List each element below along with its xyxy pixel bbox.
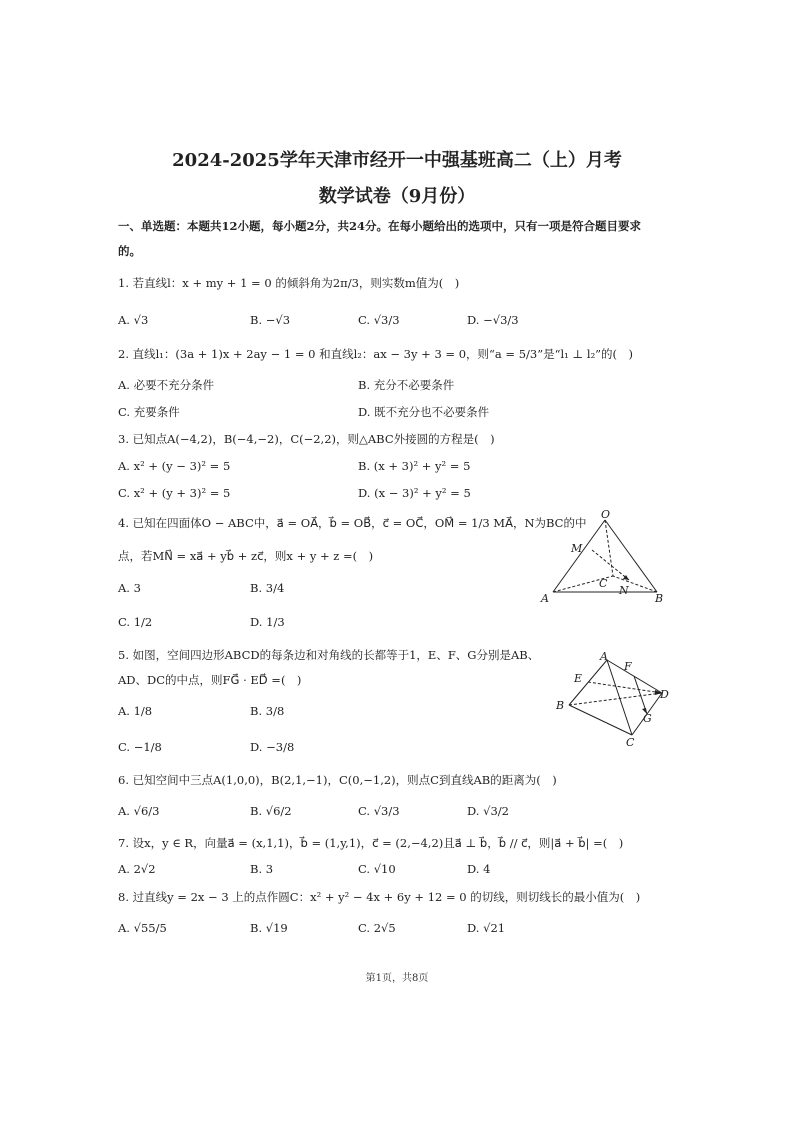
question-4-stem-cont: 点，若MN⃗ = xa⃗ + yb⃗ + zc⃗，则x + y + z =( ) (118, 549, 374, 563)
page-footer: 第1页，共8页 (365, 973, 429, 984)
question-5-stem-cont: AD、DC的中点，则FG⃗ · ED⃗ =( ) (118, 673, 302, 687)
label-g: G (643, 712, 652, 725)
question-3-stem: 3. 已知点A(−4,2)，B(−4,−2)，C(−2,2)，则△ABC外接圆的方程是( ) (118, 432, 495, 446)
question-1-stem: 1. 若直线l：x + my + 1 = 0 的倾斜角为2π/3，则实数m值为( ) (118, 276, 460, 290)
page-title: 2024-2025学年天津市经开一中强基班高二（上）月考 (172, 150, 622, 171)
question-2-stem: 2. 直线l₁：(3a + 1)x + 2ay − 1 = 0 和直线l₂：ax − 3y + 3 = 0，则“a = 5/3”是“l₁ ⊥ l₂”的( ) (118, 347, 634, 361)
label-f: F (624, 660, 632, 673)
question-3-option-c: C. x² + (y + 3)² = 5 (118, 486, 231, 500)
label-b: B (655, 592, 664, 605)
question-8-option-b: B. √19 (250, 921, 288, 935)
question-4-stem: 4. 已知在四面体O − ABC中，a⃗ = OA⃗，b⃗ = OB⃗，c⃗ = OC⃗，OM⃗ = 1/3 MA⃗，N为BC的中 (118, 516, 587, 530)
tetrahedron-figure-q4 (535, 508, 675, 608)
question-4-option-d: D. 1/3 (250, 615, 285, 629)
question-7-option-c: C. √10 (358, 862, 396, 876)
question-7-stem: 7. 设x，y ∈ R，向量a⃗ = (x,1,1)，b⃗ = (1,y,1)，c⃗ = (2,−4,2)且a⃗ ⊥ b⃗，b⃗ // c⃗，则|a⃗ + b⃗| =( ) (118, 836, 624, 850)
question-4-option-a: A. 3 (118, 581, 141, 595)
label-e: E (574, 672, 583, 685)
question-5-option-b: B. 3/8 (250, 704, 285, 718)
question-2-option-c: C. 充要条件 (118, 405, 180, 419)
label-a: A (600, 650, 608, 663)
question-1-option-c: C. √3/3 (358, 313, 400, 327)
section-heading: 一、单选题：本题共12小题，每小题2分，共24分。在每小题给出的选项中，只有一项是符合题目要求 (118, 219, 642, 233)
page-subtitle: 数学试卷（9月份） (318, 186, 476, 207)
label-m: M (571, 542, 583, 555)
label-c: C (599, 577, 608, 590)
question-2-option-d: D. 既不充分也不必要条件 (358, 405, 490, 419)
label-d: D (660, 688, 669, 701)
question-8-option-d: D. √21 (467, 921, 506, 935)
question-7-option-a: A. 2√2 (118, 862, 156, 876)
question-1-option-d: D. −√3/3 (467, 313, 519, 327)
label-o: O (601, 508, 611, 521)
question-2-option-a: A. 必要不充分条件 (118, 378, 215, 392)
tetrahedron-figure-q5 (552, 648, 682, 748)
section-heading-cont: 的。 (118, 244, 141, 258)
question-5-option-a: A. 1/8 (118, 704, 153, 718)
question-3-option-d: D. (x − 3)² + y² = 5 (358, 486, 471, 500)
question-8-option-a: A. √55/5 (118, 921, 167, 935)
question-1-option-b: B. −√3 (250, 313, 291, 327)
label-b: B (556, 699, 565, 712)
label-a: A (541, 592, 549, 605)
question-4-option-b: B. 3/4 (250, 581, 285, 595)
question-4-option-c: C. 1/2 (118, 615, 153, 629)
question-8-stem: 8. 过直线y = 2x − 3 上的点作圆C：x² + y² − 4x + 6y + 12 = 0 的切线，则切线长的最小值为( ) (118, 890, 641, 904)
question-3-option-a: A. x² + (y − 3)² = 5 (118, 459, 231, 473)
question-7-option-b: B. 3 (250, 862, 274, 876)
question-6-option-d: D. √3/2 (467, 804, 509, 818)
label-c: C (626, 736, 635, 748)
question-6-stem: 6. 已知空间中三点A(1,0,0)，B(2,1,−1)，C(0,−1,2)，则点C到直线AB的距离为( ) (118, 773, 557, 787)
question-5-option-d: D. −3/8 (250, 740, 295, 754)
question-5-option-c: C. −1/8 (118, 740, 162, 754)
question-6-option-b: B. √6/2 (250, 804, 292, 818)
question-5-stem: 5. 如图，空间四边形ABCD的每条边和对角线的长都等于1，E、F、G分别是AB、 (118, 648, 540, 662)
label-n: N (619, 584, 629, 597)
question-8-option-c: C. 2√5 (358, 921, 396, 935)
question-7-option-d: D. 4 (467, 862, 491, 876)
question-1-option-a: A. √3 (118, 313, 149, 327)
question-3-option-b: B. (x + 3)² + y² = 5 (358, 459, 471, 473)
question-2-option-b: B. 充分不必要条件 (358, 378, 455, 392)
question-6-option-a: A. √6/3 (118, 804, 160, 818)
question-6-option-c: C. √3/3 (358, 804, 400, 818)
